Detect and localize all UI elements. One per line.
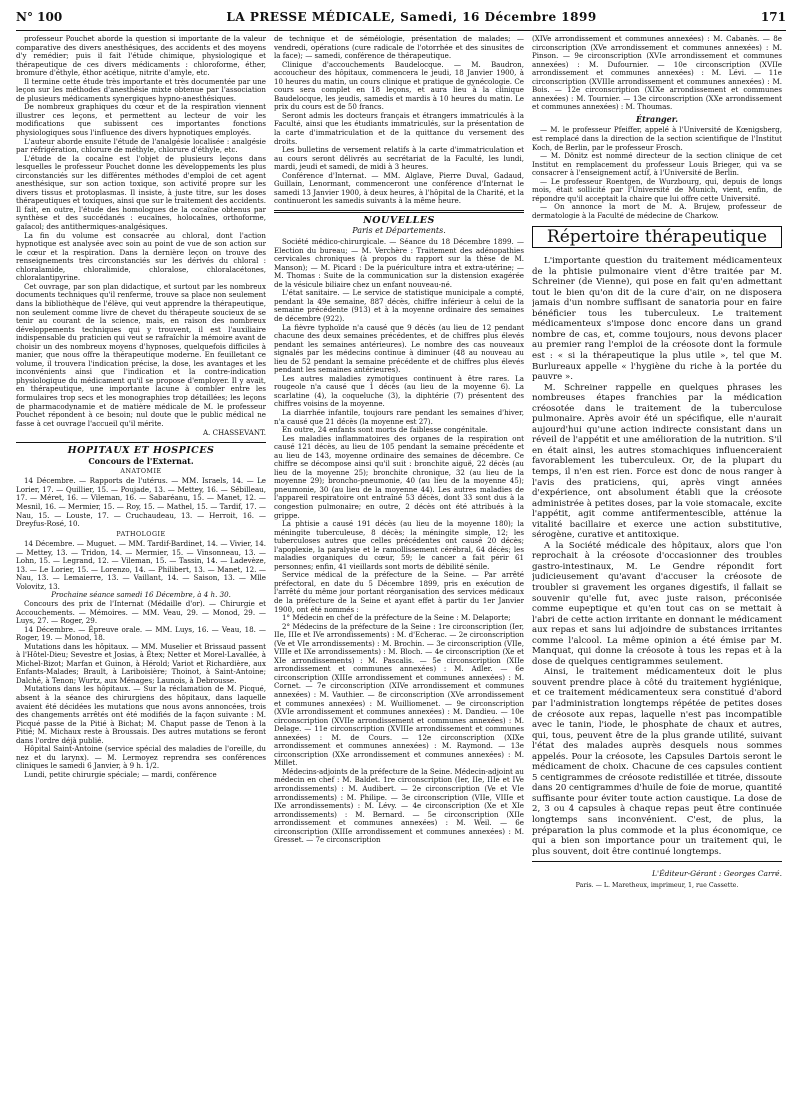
columns [16, 35, 786, 1105]
anatomie-results: 14 Décembre. — Rapports de l'utérus. — MM. Israels, 14. — Le Lorier, 17. — Quillier, 15. — Poujade, 13. — Mettey, 16. — Sébilleau, 17. — Méret, 16. — Vileman, 16. — Sabaréanu, 15. — Manet, 12. — Mesnil, 16. — Mermier, 15. — Roy, 15. — Mathel, 15. — Tardif, 17. — Nau, 15. — Louste, 17. — Cruchaudeau, 13. — Herroit, 16. — Dreyfus-Rosé, 10. [16, 476, 266, 529]
pathologie-label: PATHOLOGIE [116, 530, 166, 538]
internat-notice: Conférence d'Internat. — MM. Alglave, Pierre Duval, Gadaud, Guillain, Lenormant, commenceront une conférence d'Internat le samedi 13 Janvier 1900, à deux heures, à l'hôpital de la Charité, et la continueront les samedis suivants à la même heure. [274, 170, 524, 206]
repertoire-paragraph: M. Schreiner rappelle en quelques phrases les nombreuses étapes franchies par la médication créosotée dans le traitement de la tuberculose pulmonaire. Après avoir été un spécifique, elle n'aurait aujourd'hui qu'une action indirecte consistant dans un réveil de l'appétit et une amélioration de la nutrition. S'il en était ainsi, les autres stomachiques influenceraient favorablement les tuberculeux. Or, de la plupart du temps, il n'en est rien. Force est donc de nous ranger à l'avis des praticiens, qui, après vingt années d'expérience, ont absolument établi que la créosote administrée à petites doses, par la voie stomacale, excite l'appétit, agit comme antifermentescible, atténue la vitalité bacillaire et exerce une action substitutive, sérogène, curative et antitoxique. [532, 382, 782, 541]
repertoire-paragraph: A la Société médicale des hôpitaux, alors que l'on reprochait à la créosote d'occasionner des troubles gastro-intestinaux, M. Le Gendre répondit fort judicieusement qu'avant d'accuser la créosote de troubler si gravement les organes digestifs, il fallait se souvenir qu'elle fut, avec juste raison, préconisée comme eupeptique et qu'en tout cas on se mettait à l'abri de cette action irritante en donnant le médicament aux repas et sans lui adjoindre de substances irritantes comme l'alcool. La même opinion a été émise par M. Manquat, qui donne la créosote à tous les repas et à la dose de quelques centigrammes seulement. [532, 540, 782, 667]
diarrhee-paragraph: La diarrhée infantile, toujours rare pendant les semaines d'hiver, n'a causé que 21 décès (la moyenne est 27). [274, 407, 524, 426]
nomination-chef: 1° Médecin en chef de la préfecture de la Seine : M. Delaporte; [282, 613, 511, 623]
etranger-item: — M. Dönitz est nommé directeur de la section clinique de cet Institut en remplacement du professeur Louis Brieger, qui va se consacrer à l'enseignement actif, à l'Université de Berlin. [532, 151, 782, 178]
etranger-heading: Étranger. [636, 113, 678, 124]
column-1 [16, 35, 266, 1105]
column-2 [274, 35, 524, 1105]
prix-internat: Concours des prix de l'Internat (Médaille d'or). — Chirurgie et Accouchements. — Mémoires. — MM. Veau, 29. — Monod, 29. — Luys, 27. — Roger, 29. [16, 599, 266, 626]
journal-title: LA PRESSE MÉDICALE, Samedi, 16 Décembre 1899 [226, 10, 597, 24]
hopitaux-heading: HOPITAUX ET HOSPICES [67, 444, 215, 456]
review-paragraph: L'étude de la cocaïne est l'objet de plusieurs leçons dans lesquelles le professeur Pouchet donne les développements les plus circonstanciés sur les différentes méthodes d'emploi de cet agent anesthésique, sur son action toxique, son activité propre sur les divers tissus et protoplasmas. Il insiste, à juste titre, sur les doses thérapeutiques et toxiques, ainsi que sur le traitement des accidents. Il fait, en outre, l'étude des homologues de la cocaïne obtenus par synthèse et des succédanés : eucaïnes, holocaïnes, orthoforme, gaïacol; des antithermiques-analgésiques. [16, 153, 266, 232]
baudelocque-bulletins: Les bulletins de versement relatifs à la carte d'immatriculation et au cours seront délivrés au secrétariat de la Faculté, les lundi, mardi, jeudi et samedi, de midi à 3 heures. [274, 145, 524, 172]
nouvelles-heading: NOUVELLES [363, 214, 435, 226]
baudelocque-admission: Seront admis les docteurs français et étrangers immatriculés à la Faculté, ainsi que les étudiants immatriculés, sur la présentation de la carte d'immatriculation et de la quittance du versement des droits. [274, 110, 524, 146]
phtisie-paragraph: La phtisie a causé 191 décès (au lieu de la moyenne 180); la méningite tuberculeuse, 8 décès; la méningite simple, 12; les tuberculoses autres que celles précédentes ont causé 20 décès; l'apoplexie, la paralysie et le ramollissement cérébral, 64 décès; les maladies organiques du cœur, 59; le cancer a fait périr 61 personnes; enfin, 41 vieillards sont morts de débilité sénile. [274, 519, 524, 571]
issue-number: N° 100 [16, 10, 63, 24]
repertoire-body [532, 256, 782, 857]
mutations-medecins: Mutations dans les hôpitaux. — MM. Muselier et Brissaud passent à l'Hôtel-Dieu; Sevestre et Josias, à Étex; Netter et Morel-Lavallée, à Michel-Bizot; Marfan et Guinon, à Hérold; Variot et Richardière, aux Enfants-Malades; Brault, à Lariboisière; Thoinot, à Saint-Antoine; Dalché, à Tenon; Wurtz, aux Ménages; Launois, à Debrousse. [16, 641, 266, 685]
pathologie-results: 14 Décembre. — Muguet. — MM. Tardif-Bardinet, 14. — Vivier, 14. — Mettey, 13. — Tridon, 14. — Mermier, 15. — Vinsonneau, 13. — Lohn, 15. — Legrand, 12. — Vileman, 15. — Tassin, 14. — Ladevèze, 13. — Le Lorier, 15. — Lorenzo, 14. — Philibert, 13. — Manet, 12. — Nau, 13. — Lemaierre, 13. — Vaillant, 14. — Saison, 13. — Mlle Volovitz, 13. [16, 539, 266, 591]
review-paragraph: Cet ouvrage, par son plan didactique, et surtout par les nombreux documents techniques qu'il renferme, trouve sa place non seulement dans la bibliothèque de l'élève, qui veut apprendre la thérapeutique, non seulement comme livre de chevet du thérapeute soucieux de se tenir au courant de la science, mais, en raison des nombreux développements techniques qui y trouvent, il est l'auxiliaire indispensable du praticien qui veut se rafraîchir la mémoire avant de choisir un des nombreux moyens d'hypnoses, quelquefois difficiles à manier, que nous offre la thérapeutique moderne. En feuilletant ce volume, il trouvera l'indication précise, la dose, les avantages et les inconvénients ainsi que l'indication et la contre-indication physiologique du médicament qu'il se propose d'employer. Il y avait, en thérapeutique, une importante lacune à combler entre les formulaires trop secs et les monographies trop détaillées; les leçons de pharmacodynamie et de matière médicale de M. le professeur Pouchet répondent à ce besoin; nul doute que le public médical ne fasse à cet ouvrage l'accueil qu'il mérite. [16, 281, 266, 428]
editor-gerant: L'Éditeur-Gérant : Georges Carré. [652, 869, 782, 879]
societe-notice: Société médico-chirurgicale. — Séance du 18 Décembre 1899. — Election du bureau; — M. Verchère : Traitement des adénopathies cervicales chroniques (à propos du rapport sur la thèse de M. Manson); — M. Picard : De la puériculture intra et extra-utérine; — M. Thomas : Suite de la communication sur la distension exagérée de la vésicule biliaire chez un enfant nouveau-né. [274, 237, 524, 289]
masthead [16, 10, 786, 31]
baudelocque-notice: Clinique d'accouchements Baudelocque. — M. Baudron, accoucheur des hôpitaux, commencera le jeudi, 18 Janvier 1900, à 10 heures du matin, un cours clinique et pratique de gynécologie. Ce cours sera complet en 18 leçons, et aura lieu à la clinique Baudelocque, les jeudis, samedis et mardis à 10 heures du matin. Le prix du cours est de 50 francs. [274, 59, 524, 112]
prix-internat-oral: 14 Décembre. — Épreuve orale. — MM. Luys, 16. — Veau, 18. — Roger, 19. — Monod, 18. [16, 624, 266, 643]
adjoints-continued: (XIVe arrondissement et communes annexées) : M. Cabanès. — 8e circonscription (XVe arrondissement et communes annexées) : M. Pinson. — 9e circonscription (XVIe arrondissement et communes annexées) : M. Dufournier. — 10e circonscription (XVIIe arrondissement et communes annexées) : M. Lévi. — 11e circonscription (XVIIIe arrondissement et communes annexées) : M. Bois. — 12e circonscription (XIXe arrondissement et communes annexées) : M. Tournier. — 13e circonscription (XXe arrondissement et communes annexées) : M. Thoumas. [532, 35, 782, 112]
page-number: 171 [760, 10, 786, 24]
paris-heading: Paris et Départements. [352, 226, 446, 236]
footer-divider [532, 861, 782, 862]
section-divider [16, 442, 266, 443]
etranger-item: — M. le professeur Pfeiffer, appelé à l'Université de Kœnigsberg, est remplacé dans la direction de la section scientifique de l'Institut Koch, de Berlin, par le professeur Frosch. [532, 125, 782, 152]
review-signature: A. CHASSEVANT. [202, 428, 266, 438]
prochaine-seance: Prochaine séance samedi 16 Décembre, à 4 h. 30. [51, 590, 231, 600]
concours-heading: Concours de l'Externat. [88, 456, 194, 467]
review-paragraph: professeur Pouchet aborde la question si importante de la valeur comparative des divers anesthésiques, des accidents et des moyens d'y remédier; puis il fait l'étude chimique, physiologique et thérapeutique de ces divers médicaments : chloroforme, éther, bromure d'éthyle, éthor acétique, nitrite d'amyle, etc. [16, 35, 266, 78]
etranger-item: — On annonce la mort de M. A. Brujew, professeur de dermatologie à la Faculté de médecine de Charkow. [532, 202, 782, 220]
etranger-item: — Le professeur Roentgen, de Wurzbourg, qui, depuis de longs mois, était sollicité par l'Université de Munich, vient, enfin, de répondre qu'il acceptait la chaire que lui offre cette Université. [532, 176, 782, 203]
anatomie-label: ANATOMIE [120, 467, 162, 475]
schedule-continued: de technique et de séméiologie, présentation de malades; — vendredi, opérations (cure radicale de l'otorrhée et des sinusites de la face); — samedi, conférence de thérapeutique. [274, 35, 524, 61]
repertoire-heading: Répertoire thérapeutique [532, 226, 782, 248]
etat-sanitaire: L'état sanitaire. — Le service de statistique municipale a compté, pendant la 49e semaine, 887 décès, chiffre inférieur à celui de la semaine précédente (913) et à la moyenne ordinaire des semaines de décembre (922). [274, 288, 524, 323]
typhoide-paragraph: La fièvre typhoïde n'a causé que 9 décès (au lieu de 12 pendant chacune des deux semaines précédentes, et de chiffres plus élevés pendant les semaines antérieures). Le nombre des cas nouveaux signalés par les médecins continue à diminuer (48 au nouveau au lieu de 52 pendant la semaine précédente et de chiffres plus élevés pendant les semaines antérieures). [274, 322, 524, 375]
mutations-chirurgiens: Mutations dans les hôpitaux. — Sur la réclamation de M. Picqué, absent à la séance des chirurgiens des hôpitaux, dans laquelle avaient été décidées les mutations que nous avons annoncées, trois des changements arrêtés ont été modifiés de la façon suivante : M. Picqué passe de la Pitié à Bichat; M. Chaput passe de Tenon à la Pitié; M. Michaux reste à Broussais. Des autres mutations se feront dans l'ordre déjà publié. [16, 684, 266, 745]
review-paragraph: Il termine cette étude très importante et très documentée par une leçon sur les méthodes d'anesthésie mixte obtenue par l'association de plusieurs médicaments synergiques hypno-anesthésiques. [16, 76, 266, 103]
section-divider [274, 210, 524, 213]
respiration-paragraph: Les maladies inflammatoires des organes de la respiration ont causé 121 décès, au lieu de 105 pendant la semaine précédente et au lieu de 143, moyenne ordinaire des semaines de décembre. Ce chiffre se décompose ainsi qu'il suit : bronchite aiguë, 22 décès (au lieu de la moyenne 25); bronchite chronique, 32 (au lieu de la moyenne 29); broncho-pneumonie, 40 (au lieu de la moyenne 45); pneumonie, 30 (au lieu de la moyenne 44). Les autres maladies de l'appareil respiratoire ont entraîné 53 décès, dont 33 sont dus à la congestion pulmonaire; en outre, 2 décès ont été attribués à la grippe. [274, 433, 524, 520]
repertoire-paragraph: Ainsi, le traitement médicamenteux doit le plus souvent prendre place à côté du traitement hygiénique, et ce traitement médicamenteux sera constitué d'abord par l'administration longtemps répétée de petites doses de créosote aux repas, laquelle n'est pas incompatible avec le tanin, l'iode, le phosphate de chaux et autres, qui, tous, peuvent être de la plus grande utilité, suivant l'état des malades auprès desquels nous sommes appelés. Pour la créosote, les Capsules Dartois seront le médicament de choix. Chacune de ces capsules contient 5 centigrammes de créosote redistillée et titrée, dissoute dans 20 centigrammes d'huile de foie de morue, quantité suffisante pour éviter toute action caustique. La dose de 2, 3 ou 4 capsules à chaque repas peut être continuée longtemps sans inconvénient. C'est, de plus, la préparation la plus commode et la plus économique, ce qui a bien son importance pour un traitement qui, le plus souvent, doit être continué longtemps. [532, 667, 782, 857]
review-paragraph: La fin du volume est consacrée au chloral, dont l'action hypnotique est analysée avec soin au point de vue de son action sur le cœur et la respiration. Dans la dernière leçon on trouve des renseignements très circonstanciés sur les dérivés du chloral : chloralamide, chloralimide, chloralose, chloralacétones, chloralantipyrine. [16, 230, 266, 283]
nomination-medecins: 2° Médecins de la préfecture de la Seine : 1re circonscription (Ier, IIe, IIIe et IVe arrondissements) : M. d'Echerac. — 2e circonscription (Ve et VIe arrondissements) : M. Brochin. — 3e circonscription (VIIe, VIIIe et IXe arrondissements) : M. Bloch. — 4e circonscription (Xe et XIe arrondissements) : M. Pascalis. — 5e circonscription (XIIe arrondissement et communes annexées) : M. Adler. — 6e circonscription (XIIIe arrondissement et communes annexées) : M. Cornet. — 7e circonscription (XIVe arrondissement et communes annexées) : M. Vauthier. — 8e circonscription (XVe arrondissement et communes annexées) : M. Wuilliomenet. — 9e circonscription (XVIe arrondissement et communes annexées) : M. Dandieu. — 10e circonscription (XVIIe arrondissement et communes annexées) : M. Delage. — 11e circonscription (XVIIIe arrondissement et communes annexées) : M. de Cours. — 12e circonscription (XIXe arrondissement et communes annexées) : M. Raymond. — 13e circonscription (XXe arrondissement et communes annexées) : M. Millet. [274, 621, 524, 768]
saint-antoine-schedule: Lundi, petite chirurgie spéciale; — mardi, conférence [24, 769, 217, 779]
review-paragraph: De nombreux graphiques du cœur et de la respiration viennent illustrer ces leçons, et permettent au lecteur de voir les modifications que subissent ces importantes fonctions physiologiques sous l'influence des divers hypnotiques employés. [16, 102, 266, 138]
medecins-adjoints: Médecins-adjoints de la préfecture de la Seine. Médecin-adjoint au médecin en chef : M. Baldet. 1re circonscription (Ier, IIe, IIIe et IVe arrondissements) : M. Audibert. — 2e circonscription (Ve et VIe arrondissements) : M. Philipe. — 3e circonscription (VIIe, VIIIe et IXe arrondissements) : M. Lévy. — 4e circonscription (Xe et XIe arrondissements) : M. Bernard. — 5e circonscription (XIIe arrondissement et communes annexées) : M. Weil. — 6e circonscription (XIIIe arrondissement et communes annexées) : M. Gresset. — 7e circonscription [274, 766, 524, 845]
repertoire-paragraph: L'importante question du traitement médicamenteux de la phtisie pulmonaire vient d'être traitée par M. Schreiner (de Vienne), qui pose en fait qu'en admettant tout le bien qu'on dit de la cure d'air, on ne disposera jamais d'un nombre suffisant de sanatoria pour en faire bénéficier tous les tuberculeux. Le traitement médicamenteux s'impose donc encore dans un grand nombre de cas, et, comme toujours, nous devons placer au premier rang l'emploi de la créosote dont la formule est : « si la thérapeutique la plus utile », tel que M. Burlureaux appelle « l'hygiène du riche à la portée du pauvre ». [532, 256, 782, 383]
service-medical: Service médical de la préfecture de la Seine. — Par arrêté préfectoral, en date du 5 Décembre 1899, pris en exécution de l'arrêté du même jour portant réorganisation des services médicaux de la préfecture de la Seine et ayant effet à partir du 1er Janvier 1900, ont été nommés : [274, 570, 524, 614]
saint-antoine-notice: Hôpital Saint-Antoine (service spécial des maladies de l'oreille, du nez et du larynx). — M. Lermoyez reprendra ses conférences cliniques le samedi 6 Janvier, à 9 h. 1/2. [16, 744, 266, 771]
review-paragraph: L'auteur aborde ensuite l'étude de l'analgésie localisée : analgésie par réfrigération, chlorure de méthyle, chlorure d'éthyle, etc. [16, 136, 266, 155]
printer-line: Paris. — L. Maretheux, imprimeur, 1, rue Cassette. [575, 881, 739, 889]
column-3 [532, 35, 782, 1105]
zymotiques-paragraph: Les autres maladies zymotiques continuent à être rares. La rougeole n'a causé que 1 décès (au lieu de la moyenne 6). La scarlatine (4), la coqueluche (3), la diphtérie (7) présentent des chiffres voisins de la moyenne. [274, 373, 524, 409]
faiblesse-paragraph: En outre, 24 enfants sont morts de faiblesse congénitale. [282, 425, 488, 435]
